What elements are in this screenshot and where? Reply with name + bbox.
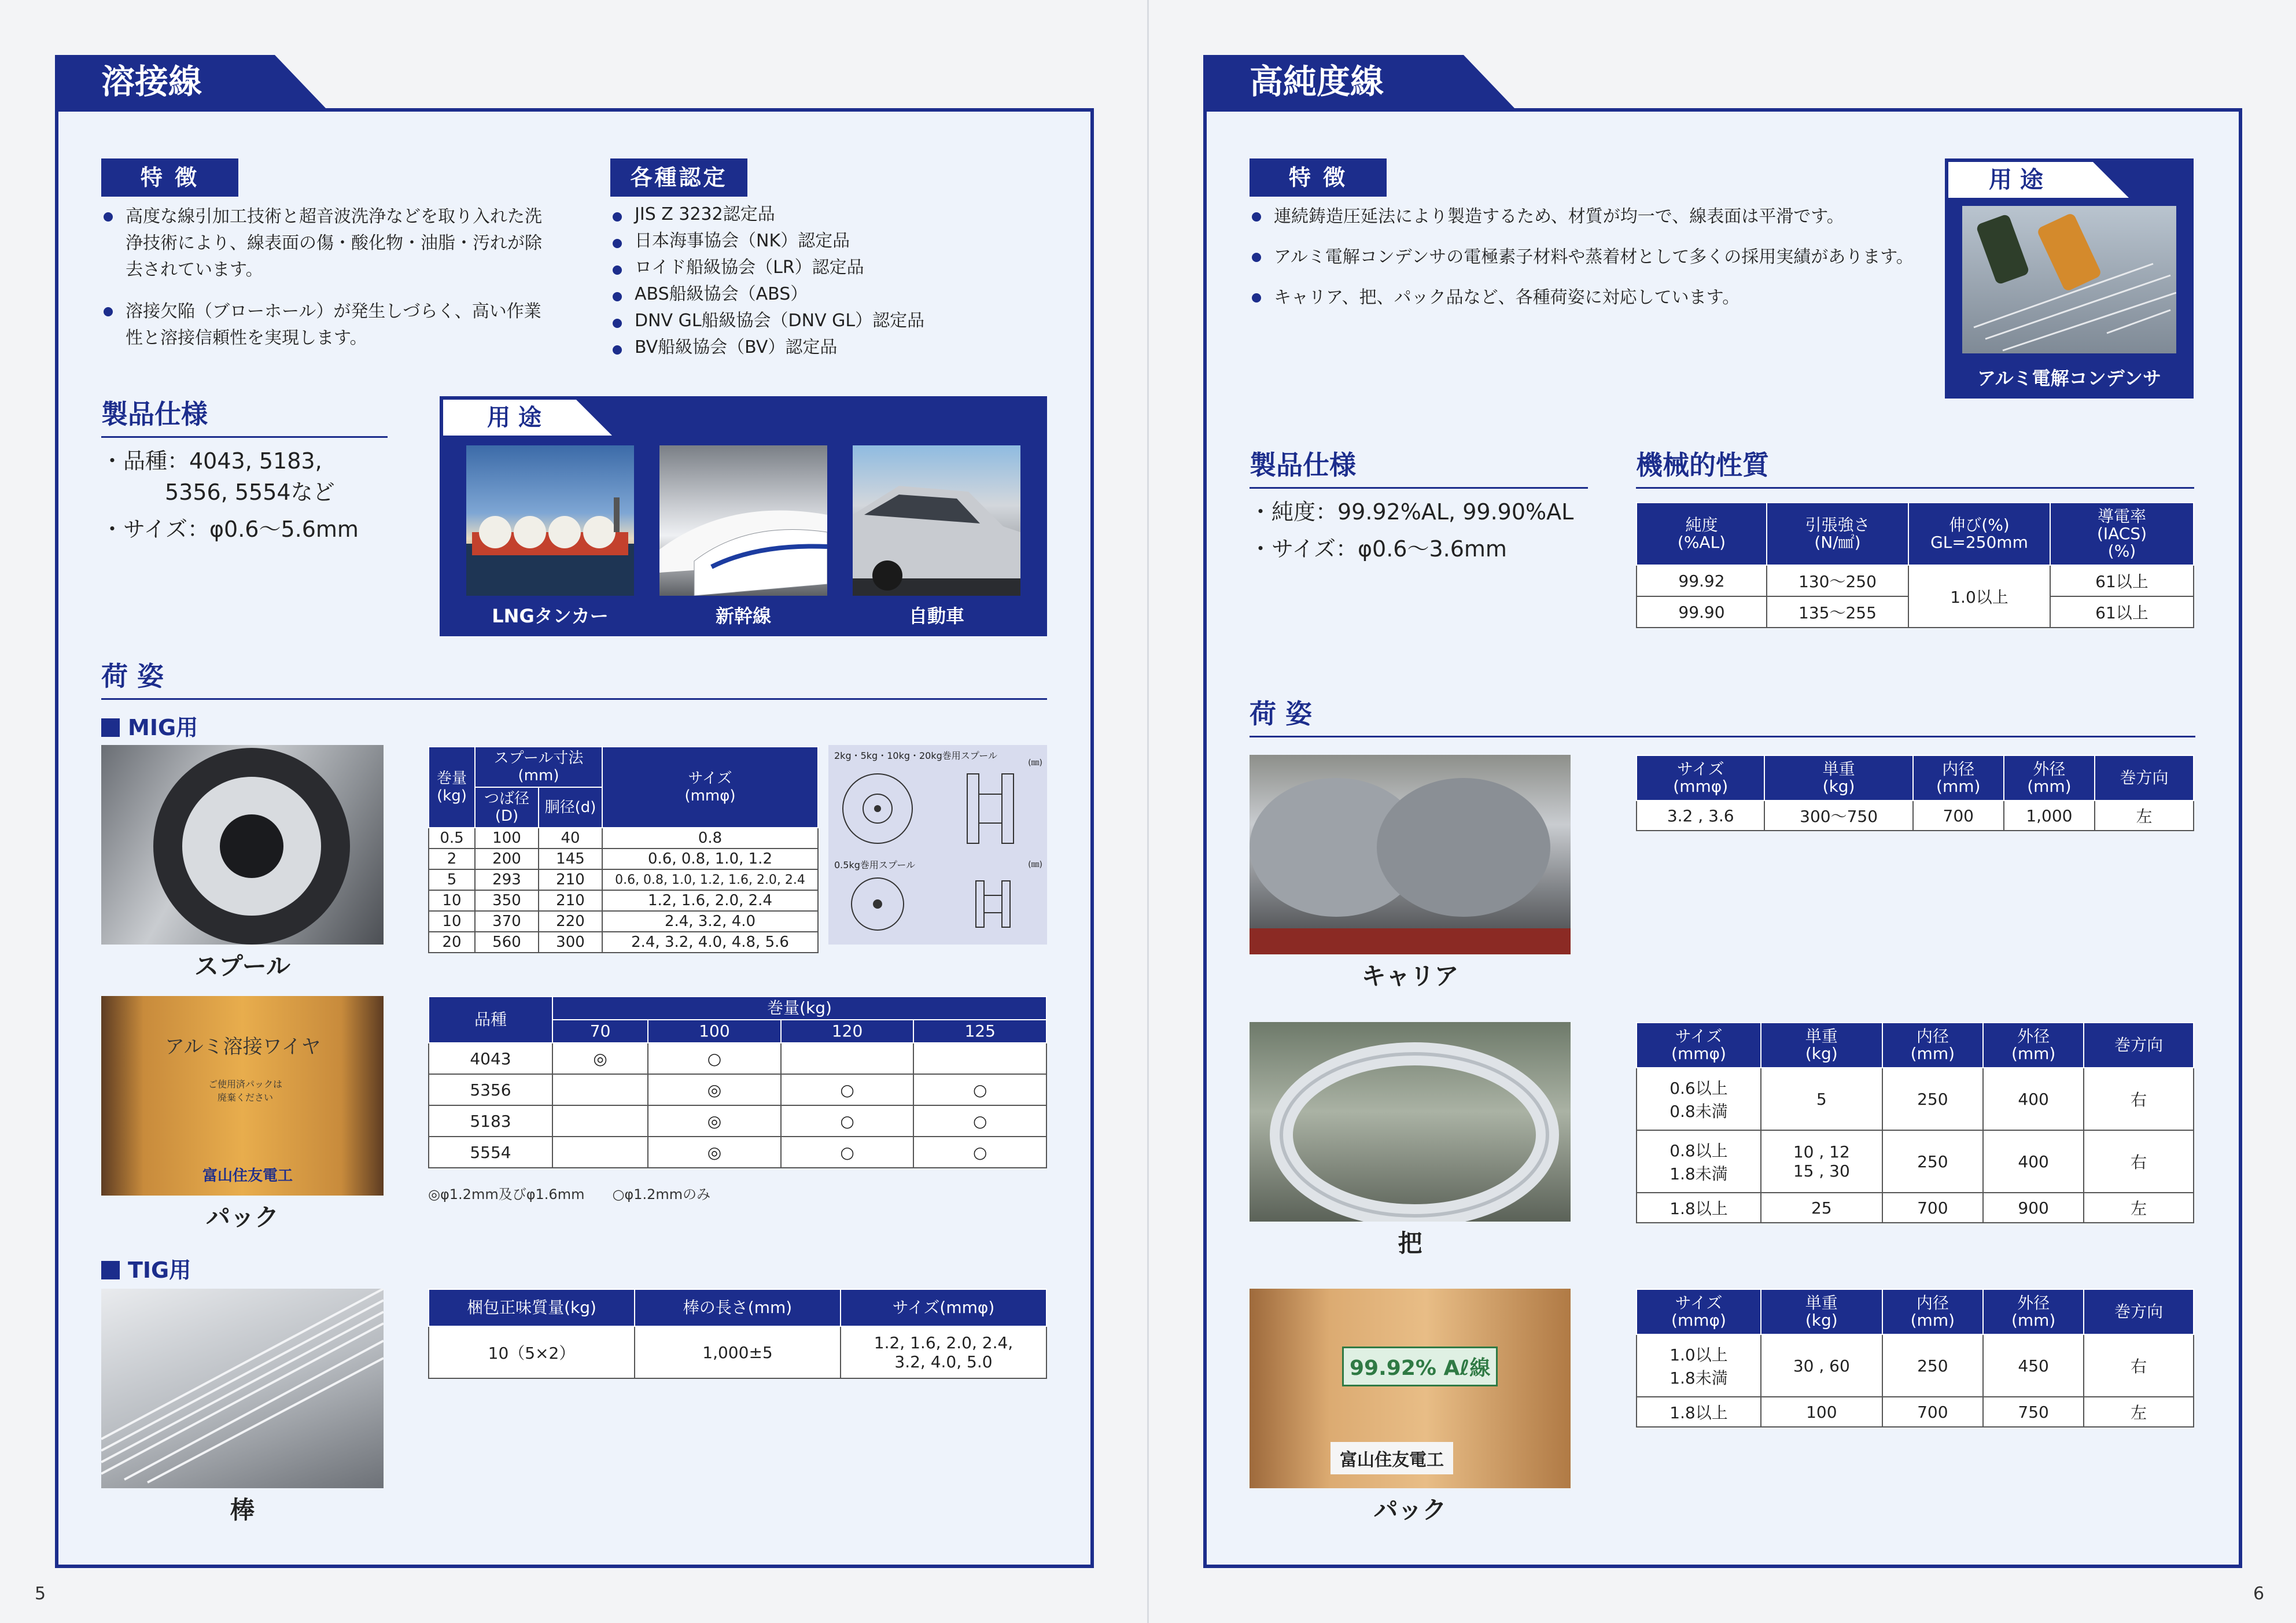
drum-note: ご使用済パックは 廃棄ください (208, 1079, 283, 1103)
table-cell (552, 1074, 648, 1105)
table-cell (552, 1137, 648, 1168)
table-cell: 5 (1761, 1068, 1882, 1130)
spec-heading: 製品仕様 (101, 393, 388, 438)
diagram-unit: (㎜) (1028, 758, 1042, 768)
mig-label: MIG用 (128, 715, 198, 740)
carrier-photo (1250, 755, 1571, 954)
table-cell: ○ (781, 1105, 914, 1137)
table-row (429, 1043, 1046, 1074)
table-cell: 1.8以上 (1637, 1193, 1761, 1223)
carrier-caption: キャリア (1361, 962, 1459, 990)
cert-item: DNV GL船級協会（DNV GL）認定品 (610, 310, 1027, 332)
table-cell: ○ (913, 1074, 1046, 1105)
table-cell: 293 (475, 869, 539, 890)
table-cell: 1.0以上 (1908, 565, 2050, 628)
cert-item: 日本海事協会（NK）認定品 (610, 230, 1027, 252)
feature-item: 連続鋳造圧延法により製造するため、材質が均一で、線表面は平滑です。 (1250, 204, 1932, 230)
table-cell: 0.8 (602, 828, 818, 849)
usage-caption: アルミ電解コンデンサ (1977, 367, 2162, 389)
col-header: 単重 (kg) (1764, 755, 1912, 801)
drum-brand: 富山住友電工 (202, 1167, 293, 1185)
usage-label: 用 途 (443, 400, 576, 436)
table-cell: 700 (1882, 1193, 1983, 1223)
col-header: 70 (552, 1020, 648, 1043)
table-cell: 400 (1983, 1130, 2084, 1193)
drum-brand: 富山住友電工 (1331, 1442, 1453, 1474)
table-cell: 1.0以上 1.8未満 (1637, 1334, 1761, 1397)
col-header: 純度 (%AL) (1637, 503, 1767, 565)
table-cell: 20 (429, 932, 475, 953)
table-cell: 450 (1983, 1334, 2084, 1397)
table-cell: 40 (539, 828, 602, 849)
table-cell: 4043 (429, 1043, 552, 1074)
tig-table (428, 1289, 1047, 1379)
col-header: サイズ (mmφ) (1637, 1023, 1761, 1068)
col-header: 伸び(%) GL=250mm (1908, 503, 2050, 565)
table-cell: ○ (781, 1074, 914, 1105)
tig-subheading (101, 1252, 191, 1284)
table-cell (781, 1043, 914, 1074)
table-cell: 210 (539, 890, 602, 911)
feature-item: キャリア、把、パック品など、各種荷姿に対応しています。 (1250, 285, 1932, 311)
table-cell: 100 (1761, 1397, 1882, 1427)
col-header: スプール寸法(mm) (475, 747, 602, 787)
coil-caption: 把 (1398, 1229, 1422, 1257)
packaging-heading: 荷 姿 (101, 655, 1047, 700)
tanker-illustration (466, 445, 634, 596)
features-list (1250, 204, 1932, 316)
table-cell: 250 (1882, 1068, 1983, 1130)
page-number: 6 (2253, 1584, 2265, 1604)
table-cell: 10 (429, 890, 475, 911)
table-cell: 700 (1913, 801, 2004, 831)
page-title-high-purity-wire: 高純度線 (1203, 55, 1464, 108)
table-cell: 右 (2084, 1334, 2194, 1397)
table-cell: 1.2, 1.6, 2.0, 2.4, 3.2, 4.0, 5.0 (841, 1326, 1046, 1378)
pack-drum-photo (1250, 1289, 1571, 1488)
table-row (429, 1105, 1046, 1137)
table-cell: 350 (475, 890, 539, 911)
table-cell: 61以上 (2050, 596, 2194, 628)
table-cell: 300 (539, 932, 602, 953)
table-cell: 250 (1882, 1334, 1983, 1397)
table-cell: 0.6, 0.8, 1.0, 1.2 (602, 849, 818, 869)
pack-caption: パック (205, 1203, 279, 1231)
carrier-table (1636, 755, 2194, 831)
col-header: 内径 (mm) (1882, 1289, 1983, 1334)
certifications-label: 各種認定 (610, 158, 747, 197)
col-header: 125 (913, 1020, 1046, 1043)
table-cell (913, 1043, 1046, 1074)
certifications-list (610, 204, 1027, 363)
table-cell: 0.8以上 1.8未満 (1637, 1130, 1761, 1193)
table-cell: 250 (1882, 1130, 1983, 1193)
col-header: 内径 (mm) (1913, 755, 2004, 801)
table-row (429, 1137, 1046, 1168)
table-cell: 左 (2084, 1397, 2194, 1427)
spec-text (101, 445, 402, 545)
lng-tanker-photo (466, 445, 634, 596)
table-cell: 1,000±5 (635, 1326, 841, 1378)
drum-label: 99.92% Aℓ線 (1342, 1347, 1498, 1386)
table-cell: 10（5×2） (429, 1326, 635, 1378)
col-header: 巻量 (kg) (429, 747, 475, 828)
table-cell: 3.2 , 3.6 (1637, 801, 1764, 831)
car-illustration (853, 445, 1020, 596)
table-cell: 右 (2084, 1130, 2194, 1193)
col-header: 品種 (429, 997, 552, 1043)
pack-drum-photo (101, 996, 384, 1196)
carrier-illustration (1250, 755, 1571, 954)
diagram-label: 2kg・5kg・10kg・20kg巻用スプール (834, 750, 997, 761)
table-row (1637, 565, 2194, 596)
table-cell: 0.5 (429, 828, 475, 849)
capacitor-illustration (1962, 206, 2176, 353)
features-label: 特 徴 (101, 158, 238, 197)
table-cell: 145 (539, 849, 602, 869)
table-row (1637, 1334, 2194, 1397)
table-cell: ○ (913, 1137, 1046, 1168)
pack-table (1636, 1289, 2194, 1427)
spec-line: ・純度：99.92%AL, 99.90%AL (1250, 499, 1574, 525)
table-cell: 99.90 (1637, 596, 1767, 628)
col-header: 単重 (kg) (1761, 1289, 1882, 1334)
drum-text: アルミ溶接ワイヤ (165, 1035, 321, 1058)
col-header: 巻方向 (2084, 1289, 2194, 1334)
table-cell: 130～250 (1767, 565, 1908, 596)
page-number: 5 (35, 1584, 46, 1604)
col-header: 梱包正味質量(kg) (429, 1289, 635, 1326)
usage-caption: LNGタンカー (492, 605, 609, 627)
table-cell: ◎ (552, 1043, 648, 1074)
table-cell: 560 (475, 932, 539, 953)
col-header: 巻方向 (2084, 1023, 2194, 1068)
spool-photo (101, 745, 384, 945)
col-header: 導電率 (IACS) (%) (2050, 503, 2194, 565)
table-cell: 210 (539, 869, 602, 890)
features-label: 特 徴 (1250, 158, 1387, 197)
table-cell: 10 , 12 15 , 30 (1761, 1130, 1882, 1193)
feature-item: アルミ電解コンデンサの電極素子材料や蒸着材として多くの採用実績があります。 (1250, 244, 1932, 271)
coil-table (1636, 1022, 2194, 1223)
table-cell: 0.6, 0.8, 1.0, 1.2, 1.6, 2.0, 2.4 (602, 869, 818, 890)
table-row (429, 1074, 1046, 1105)
diagram-label: 0.5kg巻用スプール (834, 860, 916, 870)
table-cell: 30 , 60 (1761, 1334, 1882, 1397)
usage-caption: 自動車 (908, 605, 964, 627)
col-header: 外径 (mm) (1983, 1289, 2084, 1334)
shinkansen-photo (659, 445, 827, 596)
table-cell: 220 (539, 911, 602, 932)
table-cell: ○ (913, 1105, 1046, 1137)
table-cell: 25 (1761, 1193, 1882, 1223)
rod-illustration (101, 1289, 384, 1488)
table-cell: ◎ (648, 1105, 781, 1137)
spec-heading: 製品仕様 (1250, 444, 1588, 489)
table-row (429, 890, 818, 911)
table-cell: 左 (2095, 801, 2194, 831)
coil-photo (1250, 1022, 1571, 1222)
table-cell: 750 (1983, 1397, 2084, 1427)
table-cell: 61以上 (2050, 565, 2194, 596)
table-cell: 5 (429, 869, 475, 890)
table-row (1637, 801, 2194, 831)
diagram-unit: (㎜) (1028, 860, 1042, 869)
table-cell: 135～255 (1767, 596, 1908, 628)
spool-caption: スプール (194, 952, 290, 980)
col-header: サイズ (mmφ) (1637, 755, 1764, 801)
col-header: 内径 (mm) (1882, 1023, 1983, 1068)
col-header: 巻方向 (2095, 755, 2194, 801)
spool-illustration (101, 745, 384, 945)
train-illustration (659, 445, 827, 596)
mech-table (1636, 502, 2194, 628)
table-cell: 5183 (429, 1105, 552, 1137)
table-cell: 5356 (429, 1074, 552, 1105)
table-cell: 99.92 (1637, 565, 1767, 596)
mech-heading: 機械的性質 (1636, 444, 2194, 489)
table-cell: ◎ (648, 1137, 781, 1168)
col-header: 120 (781, 1020, 914, 1043)
spec-line: ・サイズ：φ0.6～5.6mm (101, 517, 359, 542)
table-row (1637, 1397, 2194, 1427)
capacitor-photo (1962, 206, 2176, 353)
spool-table (428, 746, 819, 953)
table-row (429, 869, 818, 890)
col-header: サイズ (mmφ) (1637, 1289, 1761, 1334)
spool-drawing (828, 745, 1047, 945)
table-cell: 2.4, 3.2, 4.0, 4.8, 5.6 (602, 932, 818, 953)
tig-label: TIG用 (128, 1257, 191, 1283)
rod-caption: 棒 (230, 1496, 255, 1524)
col-header: 100 (648, 1020, 781, 1043)
table-cell: 400 (1983, 1068, 2084, 1130)
table-row (429, 911, 818, 932)
table-cell: 0.6以上 0.8未満 (1637, 1068, 1761, 1130)
table-cell: ○ (648, 1043, 781, 1074)
cert-item: ロイド船級協会（LR）認定品 (610, 257, 1027, 279)
cert-item: JIS Z 3232認定品 (610, 204, 1027, 226)
table-cell (552, 1105, 648, 1137)
spool-diagram (828, 745, 1047, 945)
usage-panel (1945, 158, 2194, 399)
table-cell: 900 (1983, 1193, 2084, 1223)
table-cell: 10 (429, 911, 475, 932)
coil-illustration (1250, 1022, 1571, 1222)
table-cell: 300～750 (1764, 801, 1912, 831)
square-icon (101, 1261, 120, 1279)
col-header: 巻量(kg) (552, 997, 1046, 1020)
cert-item: BV船級協会（BV）認定品 (610, 337, 1027, 359)
table-cell: ◎ (648, 1074, 781, 1105)
table-cell: 370 (475, 911, 539, 932)
table-row (429, 1326, 1046, 1378)
col-header: 単重 (kg) (1761, 1023, 1882, 1068)
feature-item: 溶接欠陥（ブローホール）が発生しづらく、高い作業性と溶接信頼性を実現します。 (101, 298, 552, 352)
mig-subheading (101, 710, 198, 742)
table-row (429, 849, 818, 869)
col-header: サイズ(mmφ) (841, 1289, 1046, 1326)
spread-divider (1147, 0, 1149, 1623)
col-header: 外径 (mm) (2004, 755, 2095, 801)
table-row (1637, 1068, 2194, 1130)
table-row (1637, 1193, 2194, 1223)
table-cell: ○ (781, 1137, 914, 1168)
table-row (429, 932, 818, 953)
table-cell: 1,000 (2004, 801, 2095, 831)
table-cell: 700 (1882, 1397, 1983, 1427)
table-cell: 2 (429, 849, 475, 869)
col-header: つば径(D) (475, 787, 539, 828)
table-cell: 200 (475, 849, 539, 869)
table-cell: 左 (2084, 1193, 2194, 1223)
table-cell: 右 (2084, 1068, 2194, 1130)
pack-table (428, 996, 1047, 1168)
features-list (101, 204, 552, 356)
rod-photo (101, 1289, 384, 1488)
table-cell: 100 (475, 828, 539, 849)
pack-note: ◎φ1.2mm及びφ1.6mm ○φ1.2mmのみ (428, 1186, 711, 1203)
packaging-heading: 荷 姿 (1250, 693, 2195, 737)
col-header: 外径 (mm) (1983, 1023, 2084, 1068)
spec-line: ・品種：4043, 5183, (101, 448, 322, 474)
usage-panel (440, 396, 1047, 636)
col-header: 引張強さ (N/㎟) (1767, 503, 1908, 565)
spec-line: ・サイズ：φ0.6～3.6mm (1250, 536, 1507, 562)
cert-item: ABS船級協会（ABS） (610, 283, 1027, 305)
usage-caption: 新幹線 (715, 605, 771, 627)
usage-label: 用 途 (1948, 162, 2093, 198)
feature-item: 高度な線引加工技術と超音波洗浄などを取り入れた洗浄技術により、線表面の傷・酸化物・油脂・汚れが除去されています。 (101, 204, 552, 283)
spec-line: 5356, 5554など (165, 479, 335, 505)
table-cell: 2.4, 3.2, 4.0 (602, 911, 818, 932)
square-icon (101, 718, 120, 737)
car-photo (853, 445, 1020, 596)
table-cell: 1.2, 1.6, 2.0, 2.4 (602, 890, 818, 911)
table-cell: 5554 (429, 1137, 552, 1168)
pack-caption: パック (1373, 1496, 1447, 1524)
col-header: サイズ (mmφ) (602, 747, 818, 828)
table-row (429, 828, 818, 849)
spec-text (1250, 496, 1608, 565)
col-header: 棒の長さ(mm) (635, 1289, 841, 1326)
page-title-welding-wire: 溶接線 (55, 55, 275, 108)
table-row (1637, 1130, 2194, 1193)
table-cell: 1.8以上 (1637, 1397, 1761, 1427)
col-header: 胴径(d) (539, 787, 602, 828)
